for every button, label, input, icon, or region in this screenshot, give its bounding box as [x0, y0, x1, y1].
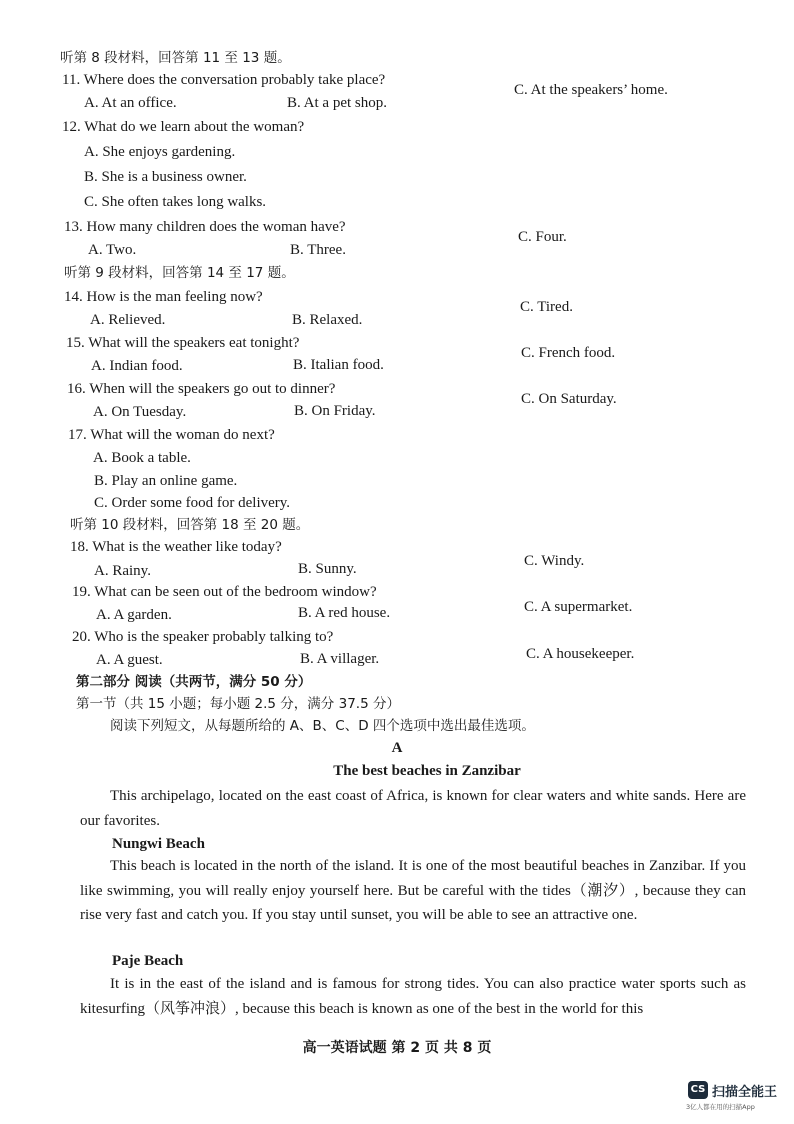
option-b: B. Relaxed.: [292, 312, 363, 328]
question-18: 18. What is the weather like today?: [70, 539, 282, 555]
question-19: 19. What can be seen out of the bedroom window?: [72, 584, 377, 600]
question-20: 20. Who is the speaker probably talking to?: [72, 629, 334, 645]
section-heading: 听第 9 段材料，回答第 14 至 17 题。: [64, 265, 295, 281]
option-a: A. Two.: [88, 242, 137, 258]
option-a: A. Relieved.: [90, 312, 166, 328]
option-c: C. Tired.: [520, 299, 573, 315]
question-15: 15. What will the speakers eat tonight?: [66, 335, 300, 351]
option-b: B. At a pet shop.: [287, 95, 387, 111]
instruction: 阅读下列短文，从每题所给的 A、B、C、D 四个选项中选出最佳选项。: [110, 718, 535, 734]
section-heading: 听第 8 段材料，回答第 11 至 13 题。: [60, 50, 291, 66]
question-17: 17. What will the woman do next?: [68, 427, 275, 443]
option-a: A. On Tuesday.: [93, 404, 187, 420]
option-b: B. Italian food.: [293, 357, 384, 373]
passage-letter: A: [391, 740, 403, 756]
question-16: 16. When will the speakers go out to dinner?: [67, 381, 336, 397]
section-heading: 听第 10 段材料，回答第 18 至 20 题。: [70, 517, 310, 533]
paragraph-text: This archipelago, located on the east coast of Africa, is known for clear waters and white sands. Here are our favorites.: [80, 788, 746, 829]
logo-badge-icon: CS: [688, 1081, 708, 1099]
paragraph-text: This beach is located in the north of the island. It is one of the most beautiful beaches in Zanzibar. If you like swimming, you will really enjoy yourself here. But be careful with the tides（潮汐）, because they can rise very fast and catch you. If you stay until sunset, you will be able to see an attractive one.: [80, 858, 746, 923]
option-c: C. On Saturday.: [521, 391, 617, 407]
option-c: C. She often takes long walks.: [84, 194, 267, 210]
question-11: 11. Where does the conversation probably take place?: [62, 72, 386, 88]
part-title: 第二部分 阅读（共两节，满分 50 分）: [76, 674, 312, 690]
option-b: B. Sunny.: [298, 561, 357, 577]
page-footer: 高一英语试题 第 2 页 共 8 页: [302, 1040, 492, 1056]
logo-tagline: 3亿人都在用的扫描App: [686, 1103, 755, 1111]
option-a: A. A garden.: [96, 607, 172, 623]
option-b: B. A red house.: [298, 605, 391, 621]
option-c: C. At the speakers’ home.: [514, 82, 668, 98]
subheading: Paje Beach: [112, 953, 184, 969]
section-title: 第一节（共 15 小题；每小题 2.5 分，满分 37.5 分）: [76, 696, 400, 712]
option-c: C. Order some food for delivery.: [94, 495, 291, 511]
option-a: A. Book a table.: [93, 450, 191, 466]
paragraph-paje: [80, 972, 746, 1021]
logo-name: 扫描全能王: [712, 1085, 778, 1100]
paragraph-text: It is in the east of the island and is famous for strong tides. You can also practice water sports such as kitesurfing（风筝冲浪）, because this beach is known as one of the best in the world for this: [80, 976, 746, 1017]
option-b: B. Play an online game.: [94, 473, 238, 489]
option-a: A. Rainy.: [94, 563, 151, 579]
question-13: 13. How many children does the woman have?: [64, 219, 346, 235]
option-c: C. A housekeeper.: [526, 646, 635, 662]
option-a: A. Indian food.: [91, 358, 183, 374]
option-a: A. A guest.: [96, 652, 163, 668]
option-a: A. At an office.: [84, 95, 177, 111]
passage-title: The best beaches in Zanzibar: [333, 763, 521, 779]
question-12: 12. What do we learn about the woman?: [62, 119, 305, 135]
option-b: B. Three.: [290, 242, 346, 258]
option-c: C. French food.: [521, 345, 616, 361]
option-c: C. Four.: [518, 229, 567, 245]
option-b: B. A villager.: [300, 651, 380, 667]
subheading: Nungwi Beach: [112, 836, 205, 852]
option-c: C. Windy.: [524, 553, 585, 569]
question-14: 14. How is the man feeling now?: [64, 289, 263, 305]
option-b: B. She is a business owner.: [84, 169, 247, 185]
paragraph-intro: [80, 784, 746, 833]
option-a: A. She enjoys gardening.: [84, 144, 236, 160]
option-b: B. On Friday.: [294, 403, 376, 419]
paragraph-nungwi: [80, 854, 746, 928]
option-c: C. A supermarket.: [524, 599, 633, 615]
